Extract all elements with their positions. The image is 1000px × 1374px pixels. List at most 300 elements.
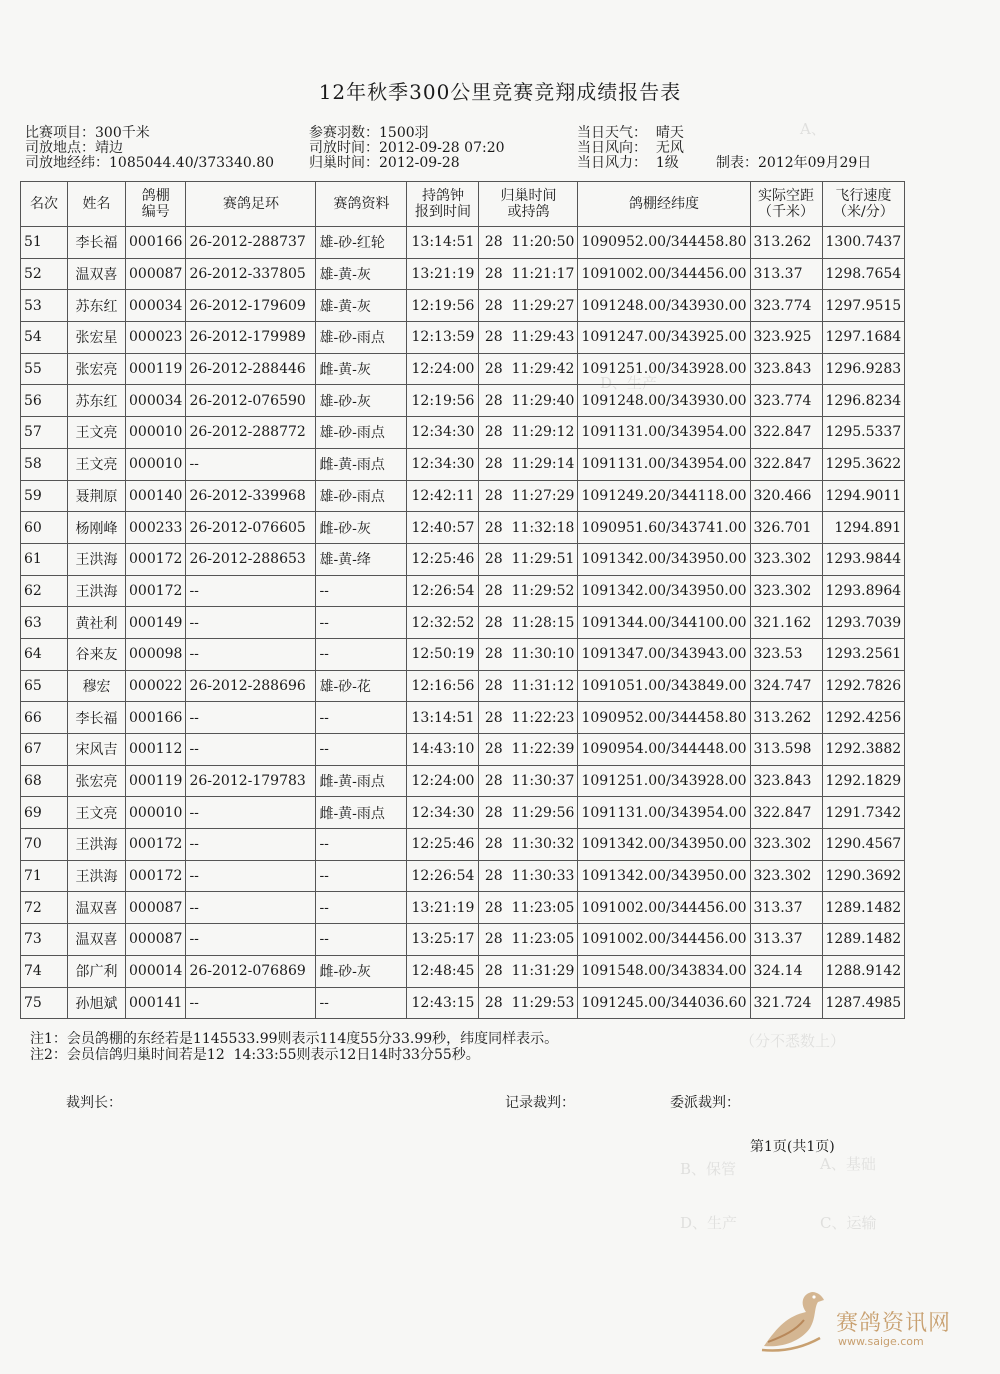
note-1: 注1：会员鸽棚的东经若是1145533.99则表示114度55分33.99秒，纬度同样表示。	[30, 1031, 559, 1047]
cell-loft-coords: 1091344.00/344100.00	[578, 607, 750, 639]
cell-return-time: 28 11:30:33	[479, 860, 578, 892]
cell-name: 李长福	[68, 227, 126, 259]
cell-bird-info: 雄-黄-灰	[316, 290, 407, 322]
cell-clock-time: 14:43:10	[407, 734, 479, 766]
cell-clock-time: 13:21:19	[407, 258, 479, 290]
cell-name: 郃广利	[68, 955, 126, 987]
cell-return-time: 28 11:29:53	[479, 987, 578, 1019]
cell-loft-coords: 1091548.00/343834.00	[578, 955, 750, 987]
cell-clock-time: 12:26:54	[407, 575, 479, 607]
cell-loft-id: 000023	[126, 322, 186, 354]
cell-loft-id: 000119	[126, 353, 186, 385]
cell-loft-id: 000166	[126, 702, 186, 734]
cell-ring-number: 26-2012-288653	[186, 543, 316, 575]
cell-rank: 73	[21, 924, 68, 956]
cell-bird-info: --	[316, 860, 407, 892]
table-row	[21, 860, 905, 892]
cell-loft-coords: 1091002.00/344456.00	[578, 892, 750, 924]
info-event: 比赛项目：300千米	[25, 125, 150, 141]
cell-ring-number: 26-2012-288737	[186, 227, 316, 259]
cell-name: 王洪海	[68, 860, 126, 892]
cell-distance: 323.302	[750, 829, 822, 861]
cell-speed: 1293.9844	[822, 543, 905, 575]
cell-clock-time: 12:43:15	[407, 987, 479, 1019]
header-bird-info: 赛鸽资料	[316, 182, 407, 227]
cell-loft-id: 000140	[126, 480, 186, 512]
cell-speed: 1291.7342	[822, 797, 905, 829]
cell-loft-id: 000141	[126, 987, 186, 1019]
cell-distance: 320.466	[750, 480, 822, 512]
cell-return-time: 28 11:29:56	[479, 797, 578, 829]
cell-return-time: 28 11:22:23	[479, 702, 578, 734]
cell-loft-id: 000172	[126, 543, 186, 575]
cell-bird-info: --	[316, 924, 407, 956]
table-row	[21, 670, 905, 702]
cell-name: 温双喜	[68, 892, 126, 924]
info-release-site: 司放地点：靖边	[25, 140, 123, 156]
cell-clock-time: 13:25:17	[407, 924, 479, 956]
cell-bird-info: --	[316, 892, 407, 924]
results-table	[20, 181, 905, 1019]
cell-rank: 69	[21, 797, 68, 829]
cell-bird-info: 雌-黄-雨点	[316, 765, 407, 797]
cell-rank: 63	[21, 607, 68, 639]
cell-rank: 60	[21, 512, 68, 544]
cell-ring-number: --	[186, 892, 316, 924]
cell-loft-coords: 1091342.00/343950.00	[578, 575, 750, 607]
cell-speed: 1293.7039	[822, 607, 905, 639]
cell-ring-number: --	[186, 987, 316, 1019]
header-loft-id: 鸽棚 编号	[126, 182, 186, 227]
cell-name: 王文亮	[68, 797, 126, 829]
cell-loft-id: 000172	[126, 860, 186, 892]
cell-speed: 1294.891	[822, 512, 905, 544]
cell-bird-info: --	[316, 829, 407, 861]
cell-ring-number: 26-2012-076590	[186, 385, 316, 417]
cell-speed: 1292.4256	[822, 702, 905, 734]
cell-distance: 321.162	[750, 607, 822, 639]
cell-name: 谷来友	[68, 638, 126, 670]
cell-ring-number: 26-2012-288772	[186, 417, 316, 449]
cell-loft-coords: 1091251.00/343928.00	[578, 353, 750, 385]
cell-name: 黄社利	[68, 607, 126, 639]
cell-return-time: 28 11:28:15	[479, 607, 578, 639]
cell-clock-time: 13:14:51	[407, 227, 479, 259]
cell-loft-id: 000172	[126, 575, 186, 607]
cell-speed: 1288.9142	[822, 955, 905, 987]
cell-ring-number: 26-2012-288696	[186, 670, 316, 702]
cell-bird-info: 雌-砂-灰	[316, 955, 407, 987]
cell-distance: 313.262	[750, 702, 822, 734]
cell-distance: 321.724	[750, 987, 822, 1019]
table-row	[21, 353, 905, 385]
header-return-time: 归巢时间 或持鸽	[479, 182, 578, 227]
cell-speed: 1293.2561	[822, 638, 905, 670]
cell-speed: 1297.1684	[822, 322, 905, 354]
cell-loft-coords: 1091342.00/343950.00	[578, 543, 750, 575]
cell-loft-coords: 1091248.00/343930.00	[578, 385, 750, 417]
cell-rank: 68	[21, 765, 68, 797]
cell-loft-coords: 1091347.00/343943.00	[578, 638, 750, 670]
table-row	[21, 322, 905, 354]
cell-loft-coords: 1091245.00/344036.60	[578, 987, 750, 1019]
cell-distance: 326.701	[750, 512, 822, 544]
cell-ring-number: --	[186, 607, 316, 639]
header-rank: 名次	[21, 182, 68, 227]
cell-bird-info: --	[316, 607, 407, 639]
cell-speed: 1296.9283	[822, 353, 905, 385]
cell-bird-info: 雄-黄-灰	[316, 258, 407, 290]
cell-loft-coords: 1091251.00/343928.00	[578, 765, 750, 797]
cell-distance: 323.774	[750, 290, 822, 322]
cell-return-time: 28 11:30:37	[479, 765, 578, 797]
table-row	[21, 892, 905, 924]
cell-rank: 55	[21, 353, 68, 385]
cell-loft-id: 000087	[126, 924, 186, 956]
info-entries: 参赛羽数：1500羽	[309, 125, 429, 141]
cell-loft-id: 000233	[126, 512, 186, 544]
cell-rank: 52	[21, 258, 68, 290]
cell-rank: 75	[21, 987, 68, 1019]
cell-rank: 56	[21, 385, 68, 417]
table-row	[21, 797, 905, 829]
cell-distance: 323.925	[750, 322, 822, 354]
cell-loft-coords: 1091249.20/344118.00	[578, 480, 750, 512]
cell-loft-coords: 1091342.00/343950.00	[578, 860, 750, 892]
cell-return-time: 28 11:22:39	[479, 734, 578, 766]
cell-name: 孙旭斌	[68, 987, 126, 1019]
cell-speed: 1294.9011	[822, 480, 905, 512]
cell-name: 温双喜	[68, 258, 126, 290]
cell-loft-coords: 1091131.00/343954.00	[578, 417, 750, 449]
cell-ring-number: 26-2012-076869	[186, 955, 316, 987]
cell-return-time: 28 11:23:05	[479, 924, 578, 956]
cell-bird-info: 雄-砂-雨点	[316, 480, 407, 512]
cell-loft-coords: 1091051.00/343849.00	[578, 670, 750, 702]
cell-name: 苏东红	[68, 385, 126, 417]
cell-distance: 323.843	[750, 353, 822, 385]
cell-distance: 313.37	[750, 892, 822, 924]
cell-loft-id: 000034	[126, 290, 186, 322]
cell-bird-info: 雄-砂-雨点	[316, 417, 407, 449]
cell-ring-number: 26-2012-179989	[186, 322, 316, 354]
table-row	[21, 448, 905, 480]
cell-name: 穆宏	[68, 670, 126, 702]
cell-name: 苏东红	[68, 290, 126, 322]
table-row	[21, 765, 905, 797]
info-return-time: 归巢时间：2012-09-28	[309, 155, 460, 171]
cell-loft-coords: 1090952.00/344458.80	[578, 227, 750, 259]
cell-name: 王洪海	[68, 575, 126, 607]
cell-clock-time: 12:50:19	[407, 638, 479, 670]
cell-ring-number: --	[186, 638, 316, 670]
signature-record-referee: 记录裁判：	[505, 1095, 575, 1111]
cell-ring-number: --	[186, 797, 316, 829]
cell-clock-time: 13:21:19	[407, 892, 479, 924]
watermark-site-url: www.saige.com	[838, 1335, 924, 1348]
cell-rank: 62	[21, 575, 68, 607]
cell-loft-coords: 1091002.00/344456.00	[578, 258, 750, 290]
header-ring-number: 赛鸽足环	[186, 182, 316, 227]
cell-name: 宋风吉	[68, 734, 126, 766]
cell-speed: 1292.3882	[822, 734, 905, 766]
cell-return-time: 28 11:29:12	[479, 417, 578, 449]
cell-bird-info: 雄-砂-灰	[316, 385, 407, 417]
cell-speed: 1289.1482	[822, 892, 905, 924]
cell-ring-number: --	[186, 702, 316, 734]
cell-clock-time: 12:40:57	[407, 512, 479, 544]
table-row	[21, 512, 905, 544]
table-row	[21, 955, 905, 987]
cell-distance: 313.598	[750, 734, 822, 766]
cell-distance: 323.53	[750, 638, 822, 670]
cell-clock-time: 13:14:51	[407, 702, 479, 734]
cell-clock-time: 12:19:56	[407, 385, 479, 417]
cell-distance: 322.847	[750, 448, 822, 480]
cell-distance: 323.302	[750, 860, 822, 892]
cell-bird-info: 雌-黄-灰	[316, 353, 407, 385]
cell-distance: 313.37	[750, 258, 822, 290]
cell-bird-info: --	[316, 638, 407, 670]
cell-clock-time: 12:34:30	[407, 797, 479, 829]
table-row	[21, 480, 905, 512]
cell-speed: 1300.7437	[822, 227, 905, 259]
cell-speed: 1296.8234	[822, 385, 905, 417]
table-row	[21, 607, 905, 639]
cell-return-time: 28 11:30:10	[479, 638, 578, 670]
cell-loft-id: 000112	[126, 734, 186, 766]
cell-ring-number: --	[186, 448, 316, 480]
cell-name: 张宏星	[68, 322, 126, 354]
header-clock-time: 持鸽钟 报到时间	[407, 182, 479, 227]
watermark-logo	[758, 1282, 968, 1362]
cell-loft-coords: 1091002.00/344456.00	[578, 924, 750, 956]
cell-rank: 66	[21, 702, 68, 734]
cell-return-time: 28 11:29:14	[479, 448, 578, 480]
cell-ring-number: 26-2012-288446	[186, 353, 316, 385]
cell-clock-time: 12:42:11	[407, 480, 479, 512]
cell-clock-time: 12:34:30	[407, 448, 479, 480]
cell-rank: 54	[21, 322, 68, 354]
watermark-site-name: 赛鸽资讯网	[836, 1311, 952, 1336]
cell-speed: 1289.1482	[822, 924, 905, 956]
cell-bird-info: --	[316, 987, 407, 1019]
cell-loft-id: 000087	[126, 892, 186, 924]
cell-return-time: 28 11:20:50	[479, 227, 578, 259]
info-prepared-date: 制表：2012年09月29日	[716, 155, 872, 171]
cell-ring-number: 26-2012-179609	[186, 290, 316, 322]
signature-assigned-referee: 委派裁判：	[670, 1095, 740, 1111]
cell-distance: 324.14	[750, 955, 822, 987]
cell-ring-number: --	[186, 829, 316, 861]
cell-distance: 322.847	[750, 417, 822, 449]
cell-clock-time: 12:34:30	[407, 417, 479, 449]
table-row	[21, 987, 905, 1019]
cell-loft-coords: 1091131.00/343954.00	[578, 448, 750, 480]
cell-speed: 1295.5337	[822, 417, 905, 449]
cell-bird-info: 雌-黄-雨点	[316, 797, 407, 829]
cell-name: 张宏亮	[68, 765, 126, 797]
note-2: 注2：会员信鸽归巢时间若是12 14:33:55则表示12日14时33分55秒。	[30, 1047, 480, 1063]
cell-speed: 1293.8964	[822, 575, 905, 607]
cell-loft-coords: 1091247.00/343925.00	[578, 322, 750, 354]
cell-loft-coords: 1090952.00/344458.80	[578, 702, 750, 734]
cell-ring-number: 26-2012-339968	[186, 480, 316, 512]
cell-distance: 323.843	[750, 765, 822, 797]
cell-distance: 323.302	[750, 543, 822, 575]
table-row	[21, 575, 905, 607]
cell-loft-id: 000010	[126, 417, 186, 449]
cell-distance: 323.774	[750, 385, 822, 417]
cell-speed: 1290.4567	[822, 829, 905, 861]
table-row	[21, 385, 905, 417]
cell-return-time: 28 11:29:42	[479, 353, 578, 385]
cell-clock-time: 12:26:54	[407, 860, 479, 892]
pigeon-logo-icon	[758, 1286, 830, 1354]
cell-rank: 74	[21, 955, 68, 987]
cell-loft-id: 000172	[126, 829, 186, 861]
cell-return-time: 28 11:23:05	[479, 892, 578, 924]
table-row	[21, 543, 905, 575]
table-row	[21, 417, 905, 449]
cell-return-time: 28 11:31:12	[479, 670, 578, 702]
cell-distance: 313.37	[750, 924, 822, 956]
cell-loft-id: 000014	[126, 955, 186, 987]
info-wind-force: 当日风力： 1级	[577, 155, 679, 171]
cell-loft-id: 000022	[126, 670, 186, 702]
cell-loft-coords: 1091342.00/343950.00	[578, 829, 750, 861]
cell-clock-time: 12:13:59	[407, 322, 479, 354]
cell-distance: 322.847	[750, 797, 822, 829]
cell-name: 王文亮	[68, 417, 126, 449]
cell-rank: 70	[21, 829, 68, 861]
cell-rank: 51	[21, 227, 68, 259]
info-weather: 当日天气： 晴天	[577, 125, 684, 141]
cell-return-time: 28 11:32:18	[479, 512, 578, 544]
cell-name: 杨刚峰	[68, 512, 126, 544]
cell-speed: 1292.1829	[822, 765, 905, 797]
cell-clock-time: 12:32:52	[407, 607, 479, 639]
cell-rank: 71	[21, 860, 68, 892]
cell-return-time: 28 11:27:29	[479, 480, 578, 512]
cell-name: 温双喜	[68, 924, 126, 956]
cell-return-time: 28 11:29:51	[479, 543, 578, 575]
cell-loft-id: 000119	[126, 765, 186, 797]
cell-rank: 58	[21, 448, 68, 480]
cell-distance: 324.747	[750, 670, 822, 702]
cell-return-time: 28 11:31:29	[479, 955, 578, 987]
cell-return-time: 28 11:29:40	[479, 385, 578, 417]
table-row	[21, 638, 905, 670]
cell-return-time: 28 11:29:27	[479, 290, 578, 322]
cell-bird-info: --	[316, 575, 407, 607]
cell-speed: 1298.7654	[822, 258, 905, 290]
cell-speed: 1297.9515	[822, 290, 905, 322]
cell-bird-info: 雄-砂-红轮	[316, 227, 407, 259]
cell-speed: 1292.7826	[822, 670, 905, 702]
cell-loft-id: 000010	[126, 448, 186, 480]
cell-name: 王文亮	[68, 448, 126, 480]
cell-bird-info: 雌-黄-雨点	[316, 448, 407, 480]
cell-loft-id: 000034	[126, 385, 186, 417]
cell-loft-id: 000098	[126, 638, 186, 670]
header-distance: 实际空距 （千米）	[750, 182, 822, 227]
header-speed: 飞行速度 （米/分）	[822, 182, 905, 227]
cell-bird-info: 雄-砂-花	[316, 670, 407, 702]
table-row	[21, 227, 905, 259]
cell-loft-coords: 1091248.00/343930.00	[578, 290, 750, 322]
cell-return-time: 28 11:29:43	[479, 322, 578, 354]
cell-clock-time: 12:48:45	[407, 955, 479, 987]
info-release-time: 司放时间：2012-09-28 07:20	[309, 140, 505, 156]
table-row	[21, 734, 905, 766]
cell-loft-coords: 1090951.60/343741.00	[578, 512, 750, 544]
table-row	[21, 702, 905, 734]
cell-rank: 61	[21, 543, 68, 575]
cell-return-time: 28 11:21:17	[479, 258, 578, 290]
cell-return-time: 28 11:30:32	[479, 829, 578, 861]
cell-name: 李长福	[68, 702, 126, 734]
table-row	[21, 290, 905, 322]
header-name: 姓名	[68, 182, 126, 227]
cell-rank: 59	[21, 480, 68, 512]
cell-bird-info: 雄-砂-雨点	[316, 322, 407, 354]
cell-bird-info: --	[316, 734, 407, 766]
cell-rank: 65	[21, 670, 68, 702]
cell-rank: 67	[21, 734, 68, 766]
cell-ring-number: --	[186, 734, 316, 766]
cell-bird-info: 雄-黄-绛	[316, 543, 407, 575]
cell-rank: 57	[21, 417, 68, 449]
cell-distance: 323.302	[750, 575, 822, 607]
cell-name: 聂荆原	[68, 480, 126, 512]
cell-clock-time: 12:25:46	[407, 829, 479, 861]
cell-name: 王洪海	[68, 543, 126, 575]
cell-return-time: 28 11:29:52	[479, 575, 578, 607]
cell-ring-number: --	[186, 924, 316, 956]
cell-loft-id: 000087	[126, 258, 186, 290]
cell-rank: 53	[21, 290, 68, 322]
info-release-coords: 司放地经纬：1085044.40/373340.80	[25, 155, 275, 171]
cell-speed: 1295.3622	[822, 448, 905, 480]
cell-speed: 1290.3692	[822, 860, 905, 892]
cell-ring-number: --	[186, 575, 316, 607]
cell-speed: 1287.4985	[822, 987, 905, 1019]
cell-loft-coords: 1091131.00/343954.00	[578, 797, 750, 829]
cell-ring-number: --	[186, 860, 316, 892]
cell-rank: 72	[21, 892, 68, 924]
cell-clock-time: 12:19:56	[407, 290, 479, 322]
cell-loft-id: 000149	[126, 607, 186, 639]
signature-chief-referee: 裁判长：	[66, 1095, 122, 1111]
cell-ring-number: 26-2012-076605	[186, 512, 316, 544]
cell-clock-time: 12:24:00	[407, 765, 479, 797]
table-row	[21, 258, 905, 290]
cell-clock-time: 12:16:56	[407, 670, 479, 702]
header-loft-coords: 鸽棚经纬度	[578, 182, 750, 227]
cell-loft-id: 000010	[126, 797, 186, 829]
cell-clock-time: 12:24:00	[407, 353, 479, 385]
info-wind-direction: 当日风向： 无风	[577, 140, 684, 156]
cell-bird-info: --	[316, 702, 407, 734]
cell-ring-number: 26-2012-337805	[186, 258, 316, 290]
cell-ring-number: 26-2012-179783	[186, 765, 316, 797]
cell-name: 王洪海	[68, 829, 126, 861]
table-header-row	[21, 182, 905, 227]
cell-rank: 64	[21, 638, 68, 670]
cell-loft-id: 000166	[126, 227, 186, 259]
cell-name: 张宏亮	[68, 353, 126, 385]
